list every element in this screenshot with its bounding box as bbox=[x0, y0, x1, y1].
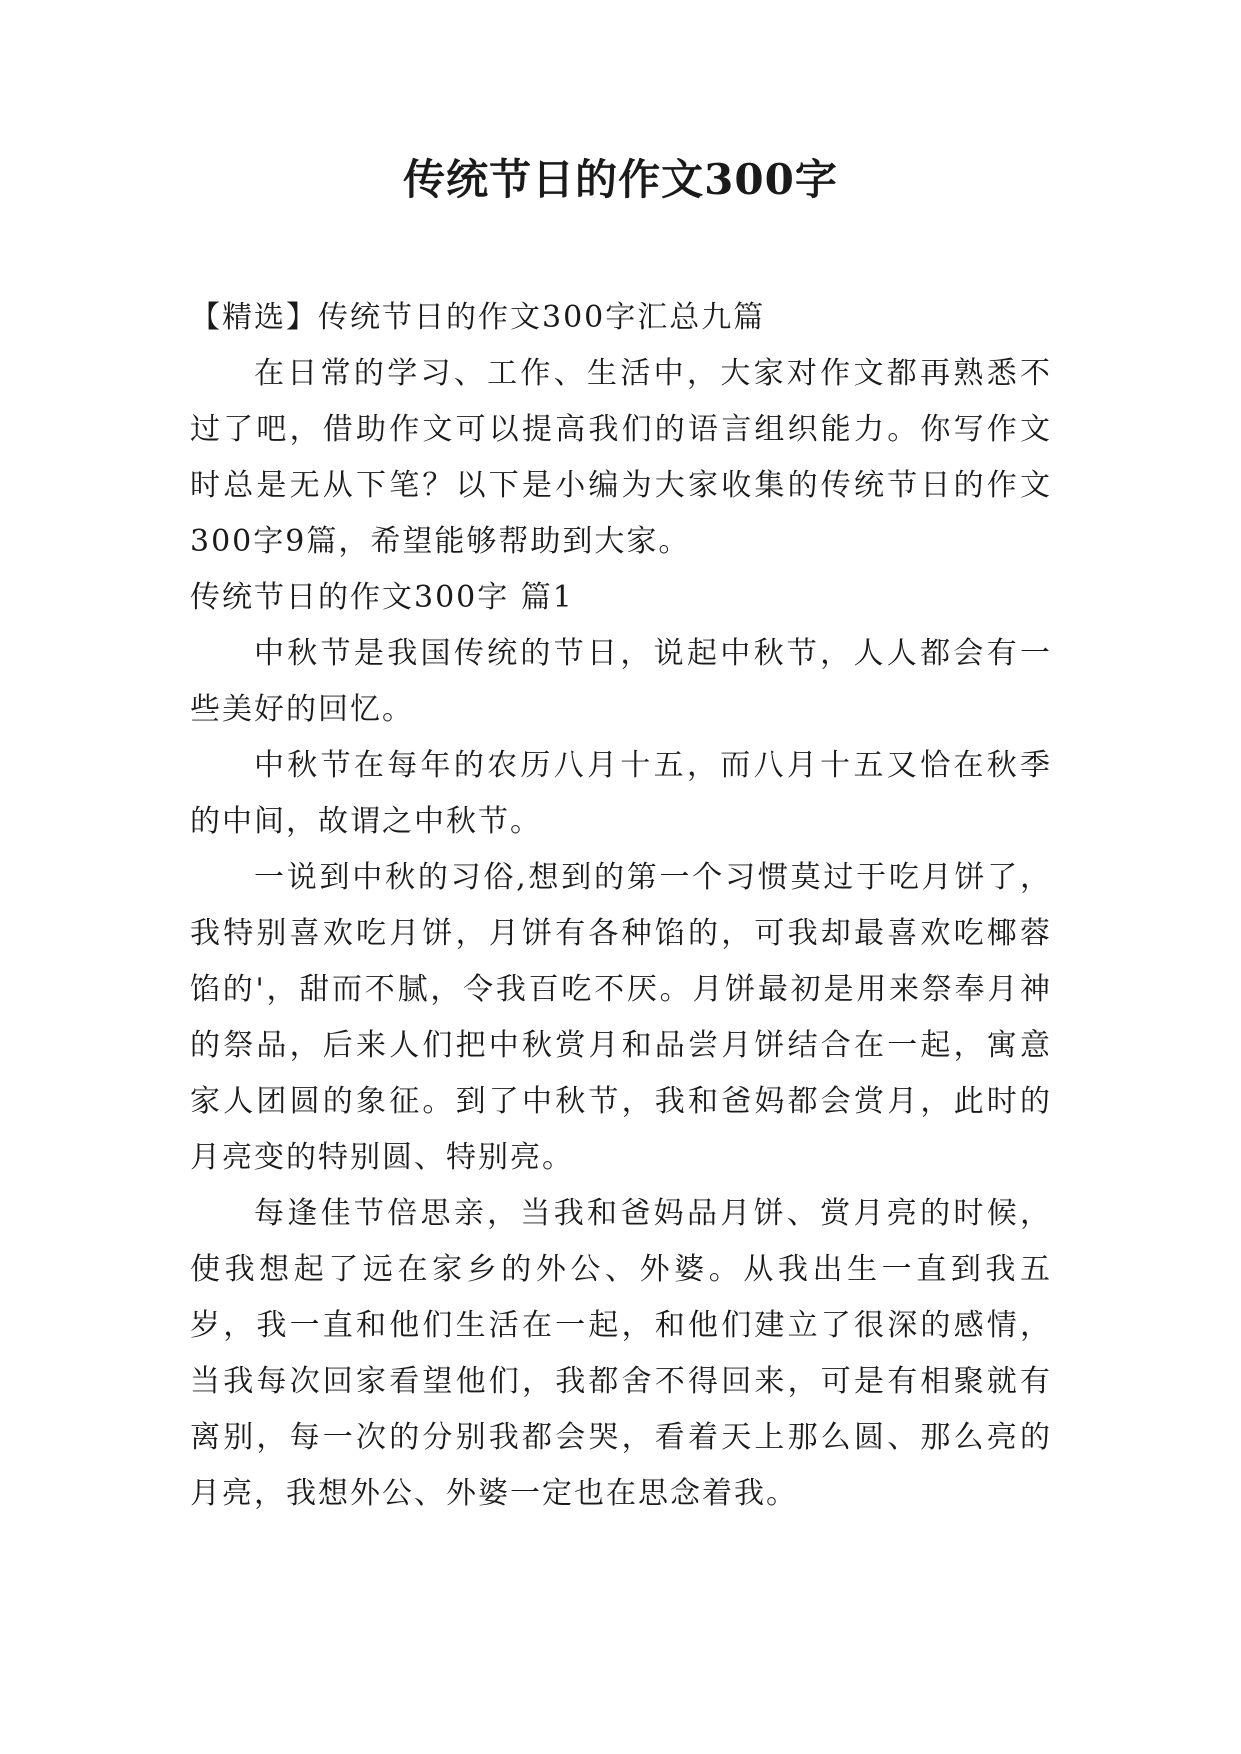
body-paragraph: 每逢佳节倍思亲，当我和爸妈品月饼、赏月亮的时候，使我想起了远在家乡的外公、外婆。从我出生一直到我五岁，我一直和他们生活在一起，和他们建立了很深的感情，当我每次回家看望他们，我都舍不得回来，可是有相聚就有离别，每一次的分别我都会哭，看着天上那么圆、那么亮的月亮，我想外公、外婆一定也在思念着我。 bbox=[190, 1196, 1052, 1511]
body-paragraph: 中秋节是我国传统的节日，说起中秋节，人人都会有一些美好的回忆。 bbox=[190, 636, 1052, 727]
body-paragraph: 中秋节在每年的农历八月十五，而八月十五又恰在秋季的中间，故谓之中秋节。 bbox=[190, 748, 1052, 839]
intro-paragraph: 在日常的学习、工作、生活中，大家对作文都再熟悉不过了吧，借助作文可以提高我们的语言组织能力。你写作文时总是无从下笔？以下是小编为大家收集的传统节日的作文300字9篇，希望能够帮助到大家。 bbox=[190, 356, 1052, 559]
body-paragraph: 一说到中秋的习俗,想到的第一个习惯莫过于吃月饼了，我特别喜欢吃月饼，月饼有各种馅的，可我却最喜欢吃椰蓉馅的'，甜而不腻，令我百吃不厌。月饼最初是用来祭奉月神的祭品，后来人们把中秋赏月和品尝月饼结合在一起，寓意家人团圆的象征。到了中秋节，我和爸妈都会赏月，此时的月亮变的特别圆、特别亮。 bbox=[190, 860, 1052, 1175]
section-heading: 传统节日的作文300字 篇1 bbox=[190, 580, 574, 615]
document-title: 传统节日的作文300字 bbox=[403, 155, 838, 204]
document-body bbox=[190, 290, 1052, 1522]
document-subtitle: 【精选】传统节日的作文300字汇总九篇 bbox=[190, 300, 766, 335]
